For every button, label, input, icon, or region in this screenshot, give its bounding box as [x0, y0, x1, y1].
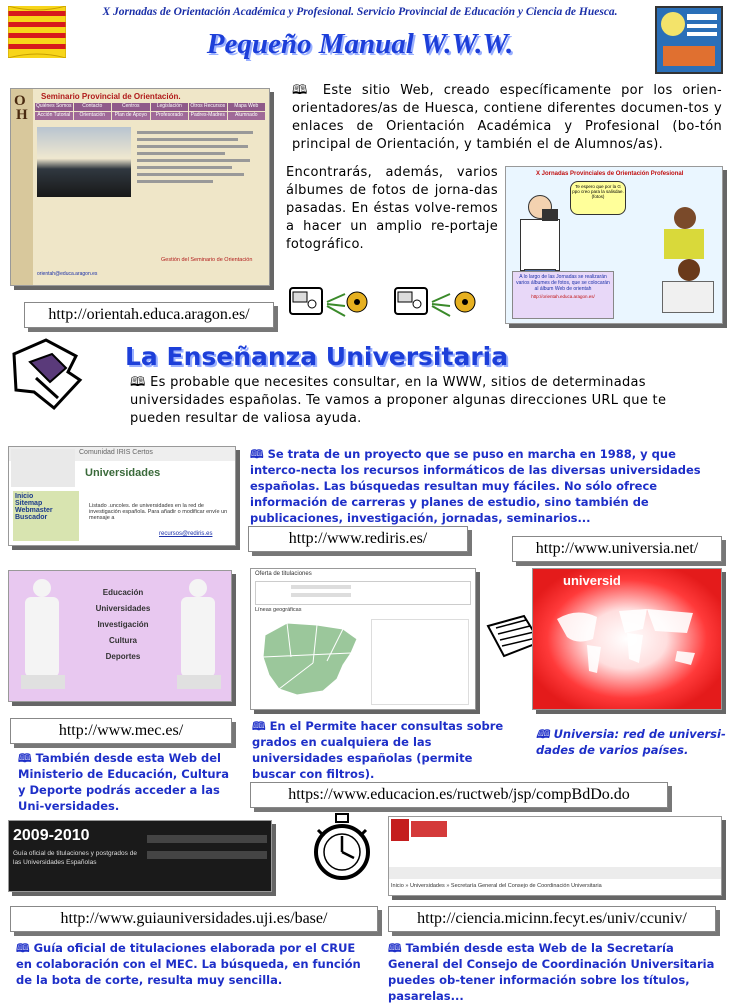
- orientah-menu: [35, 103, 265, 120]
- orientah-news-list: [137, 127, 263, 247]
- rediris-menu-item: Inicio: [15, 493, 34, 500]
- comic-caption-box: [512, 271, 614, 319]
- guia-subtitle: Guía oficial de titulaciones y postgrados de las Universidades Españolas: [13, 850, 137, 866]
- orientah-email: orientah@educa.aragon.es: [37, 271, 98, 277]
- universia-description: 🕮 Universia: red de universi-dades de varios países.: [536, 727, 726, 757]
- micinn-caption: Inicio » Universidades » Secretaría General del Consejo de Coordinación Universitaria: [391, 883, 602, 889]
- menu-item: Centros: [112, 103, 150, 111]
- mec-menu-item: Investigación: [97, 620, 149, 629]
- guia-url[interactable]: http://www.guiauniversidades.uji.es/base/: [10, 906, 378, 932]
- menu-item: Legislación: [151, 103, 189, 111]
- guia-years: 2009-2010: [13, 827, 90, 844]
- guia-screenshot: [8, 820, 272, 892]
- orientah-title: Seminario Provincial de Orientación.: [41, 92, 181, 101]
- comic-caption: A lo largo de las Jornadas se realizarán varios álbumes de fotos, que se colocarán al álbum Web de orientah: [516, 274, 610, 292]
- menu-item: Orientación: [74, 112, 112, 120]
- menu-item: Profesorado: [151, 112, 189, 120]
- sunset-photo: [37, 127, 131, 197]
- menu-item: Contacto: [74, 103, 112, 111]
- menu-item: Otros Recursos: [190, 103, 226, 109]
- section-title: La Enseñanza Universitaria: [125, 342, 509, 371]
- ruct-url[interactable]: https://www.educacion.es/ructweb/jsp/compBdDo.do: [250, 782, 668, 808]
- menu-item: Acción Tutorial: [35, 112, 73, 120]
- intro-text-top: 🕮 Este sitio Web, creado específicamente por los orien-orientadores/as de Huesca, contiene diferentes documen-tos y enlaces de Orientación Académica y Profesional (bo-tón principal de Orientación, y también el de Alumnos/as).: [292, 83, 722, 152]
- orientah-url[interactable]: http://orientah.educa.aragon.es/: [24, 302, 274, 328]
- students-figure: [656, 207, 716, 311]
- book-icon: 🕮: [18, 751, 32, 765]
- rediris-url[interactable]: http://www.rediris.es/: [248, 526, 468, 552]
- statue-right: [173, 579, 225, 691]
- micinn-url[interactable]: http://ciencia.micinn.fecyt.es/univ/ccuniv/: [388, 906, 716, 932]
- book-icon: 🕮: [292, 83, 313, 98]
- rediris-heading: Universidades: [85, 467, 161, 479]
- menu-item: Plan de Apoyo: [112, 112, 150, 120]
- ruct-description: 🕮 En el Permite hacer consultas sobre grados en cualquiera de las universidades españolas (permite buscar con filtros).: [252, 719, 504, 781]
- comic-link: http://orientah.educa.aragon.es/: [531, 294, 595, 299]
- section-intro: 🕮 Es probable que necesites consultar, en la WWW, sitios de determinadas universidades españolas. Te vamos a proponer algunas direcciones URL que te pueden resultar de valiosa ayuda.: [130, 375, 667, 426]
- rediris-menu: [13, 491, 79, 541]
- rediris-body: Listado .uncoles. de universidades en la red de investigación española. Para añadir o modificar envíe un mensaje a: [89, 503, 228, 521]
- mec-menu: [75, 585, 171, 665]
- world-map: [547, 599, 707, 679]
- rediris-top: Comunidad IRIS Certos: [79, 449, 153, 456]
- camera-decoration: [287, 284, 502, 324]
- universia-url[interactable]: http://www.universia.net/: [512, 536, 722, 562]
- mec-description: 🕮 También desde esta Web del Ministerio de Educación, Cultura y Deporte podrás acceder a las Uni-versidades.: [18, 751, 229, 813]
- mec-menu-item: Universidades: [95, 604, 151, 613]
- comic-title: X Jornadas Provinciales de Orientación Profesional: [536, 171, 684, 177]
- ruct-screenshot: [250, 568, 476, 710]
- orientah-screenshot: O H Seminario Provincial de Orientación. Quiénes Somos Contacto Centros Legislación Otros Recursos Mapa Web Acción Tutorial Orientación Plan de Apoyo Profesorado Padres-Madres Alumnado Gestión del Seminario de Orientación orientah@educa.aragon.es: [10, 88, 270, 286]
- mec-menu-item: Deportes: [105, 652, 141, 661]
- book-icon: 🕮: [130, 375, 146, 390]
- pointing-hand-icon: [6, 334, 86, 414]
- guia-description: 🕮 Guía oficial de titulaciones elaborada por el CRUE en colaboración con el MEC. La búsqueda, en función de la bota de corte, resulta muy sencilla.: [16, 941, 361, 987]
- page-title: Pequeño Manual W.W.W.: [206, 28, 514, 60]
- spain-crest-icon: [391, 819, 409, 841]
- menu-item: Quiénes Somos: [35, 103, 72, 109]
- menu-item: Padres-Madres: [190, 112, 225, 118]
- universia-screenshot: [532, 568, 722, 710]
- rediris-screenshot: [8, 446, 236, 546]
- rediris-email: recursos@rediris.es: [159, 531, 213, 537]
- rediris-menu-item: Webmaster: [15, 507, 53, 514]
- mec-menu-item: Educación: [102, 588, 144, 597]
- micinn-screenshot: [388, 816, 722, 896]
- intro-text-left: Encontrarás, además, varios álbumes de fotos de jorna-das pasadas. En éstas volve-remos a hacer un amplio re-portaje fotográfico.: [286, 165, 498, 252]
- book-icon: 🕮: [536, 727, 550, 741]
- jornadas-logo: [655, 6, 723, 74]
- menu-item: Alumnado: [228, 112, 266, 120]
- rediris-menu-item: Buscador: [15, 514, 48, 521]
- micinn-description: 🕮 También desde esta Web de la Secretaría General del Consejo de Coordinación Universitaria puedes ob-tener información sobre los títulos, pasarelas...: [388, 941, 715, 1003]
- book-icon: 🕮: [252, 719, 266, 733]
- book-icon: 🕮: [250, 447, 264, 461]
- ruct-title: Oferta de titulaciones: [255, 571, 312, 577]
- aragon-flag-icon: [8, 6, 66, 58]
- mec-screenshot: [8, 570, 232, 702]
- mec-menu-item: Cultura: [109, 636, 137, 645]
- universia-logo: universid: [563, 573, 621, 588]
- orientah-footer: Gestión del Seminario de Orientación: [161, 257, 253, 263]
- book-icon: 🕮: [16, 941, 30, 955]
- book-icon: 🕮: [388, 941, 402, 955]
- header-banner: X Jornadas de Orientación Académica y Profesional. Servicio Provincial de Educación y Ciencia de Huesca.: [102, 6, 618, 18]
- spain-map: [257, 617, 367, 703]
- menu-item: Mapa Web: [228, 103, 266, 111]
- mec-url[interactable]: http://www.mec.es/: [10, 718, 232, 744]
- rediris-description: 🕮 Se trata de un proyecto que se puso en marcha en 1988, y que interco-necta los recursos informáticos de las diversas universidades españolas. Las búsquedas resultan muy fáciles. No sólo ofrece información de carreras y planes de estudio, sino también de publicaciones, investigación, jornadas, seminarios...: [250, 447, 701, 525]
- rediris-menu-item: Sitemap: [15, 500, 43, 507]
- ruct-map-label: Líneas geográficas: [255, 607, 302, 613]
- comic-jornadas: [505, 166, 723, 324]
- stopwatch-icon: [308, 812, 376, 882]
- statue-left: [17, 579, 69, 691]
- comic-bubble: Te espero que por la G ppo creo para la salisdae. (fotos): [570, 181, 626, 215]
